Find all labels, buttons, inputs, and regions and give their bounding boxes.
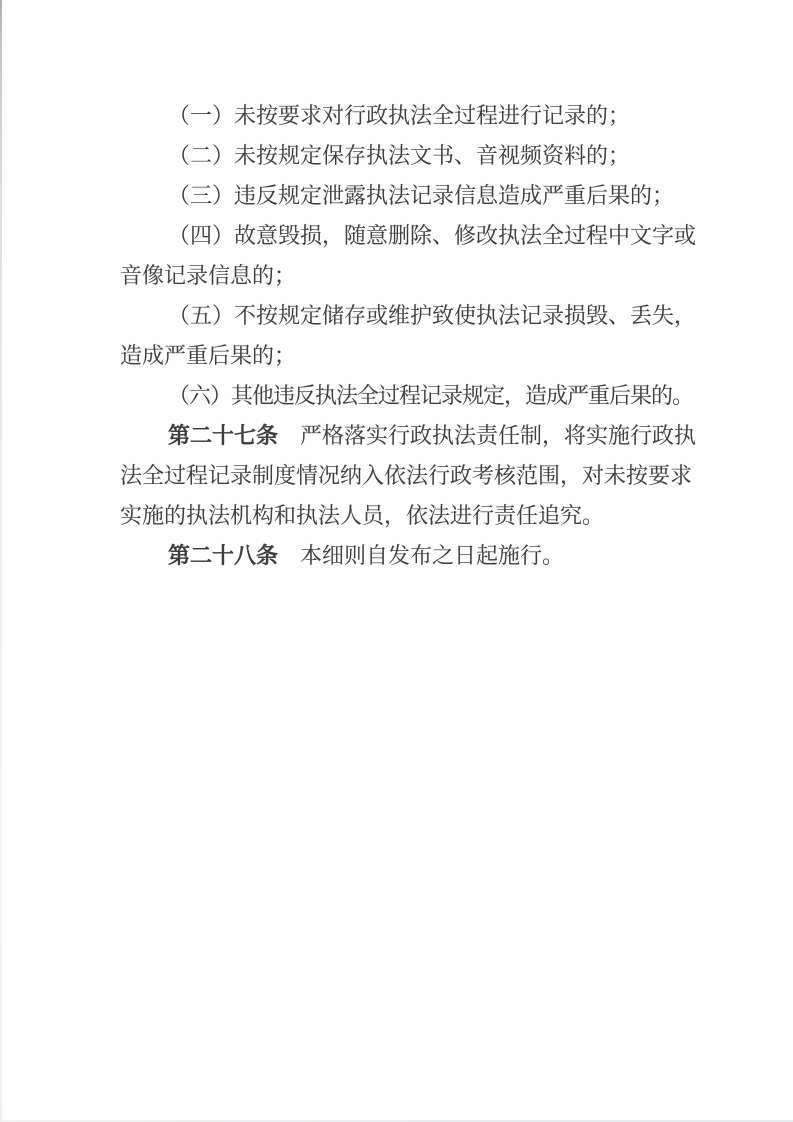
article-28-number: 第二十八条 — [168, 543, 279, 568]
item-4-text-2: 音像记录信息的； — [120, 263, 297, 288]
item-4-line-2 — [120, 256, 694, 296]
item-5-text-1: （五）不按规定储存或维护致使执法记录损毁、丢失， — [168, 303, 697, 328]
article-27-line-1 — [120, 416, 697, 456]
item-3-text: （三）违反规定泄露执法记录信息造成严重后果的； — [168, 183, 675, 208]
item-2-text: （二）未按规定保存执法文书、音视频资料的； — [168, 143, 631, 168]
item-1-line — [120, 96, 694, 136]
document-body — [120, 96, 697, 576]
article-27-text-2: 法全过程记录制度情况纳入依法行政考核范围，对未按要求 — [120, 463, 693, 488]
item-6-line — [120, 376, 694, 416]
scan-edge-artifact-left — [0, 0, 2, 1122]
article-27-number: 第二十七条 — [168, 423, 279, 448]
item-3-line — [120, 176, 694, 216]
article-28-line — [120, 536, 694, 576]
item-2-line — [120, 136, 694, 176]
item-6-text: （六）其他违反执法全过程记录规定，造成严重后果的。 — [168, 383, 694, 408]
item-5-line-1 — [120, 296, 697, 336]
item-5-line-2 — [120, 336, 694, 376]
article-28-text: 本细则自发布之日起施行。 — [300, 543, 565, 568]
article-27-line-2 — [120, 456, 694, 496]
item-4-text-1: （四）故意毁损，随意删除、修改执法全过程中文字或 — [168, 223, 697, 248]
item-1-text: （一）未按要求对行政执法全过程进行记录的； — [168, 103, 631, 128]
article-27-line-3 — [120, 496, 694, 536]
article-27-text-1: 严格落实行政执法责任制，将实施行政执 — [300, 423, 697, 448]
article-27-text-3: 实施的执法机构和执法人员，依法进行责任追究。 — [120, 503, 605, 528]
item-4-line-1 — [120, 216, 697, 256]
item-5-text-2: 造成严重后果的； — [120, 343, 297, 368]
